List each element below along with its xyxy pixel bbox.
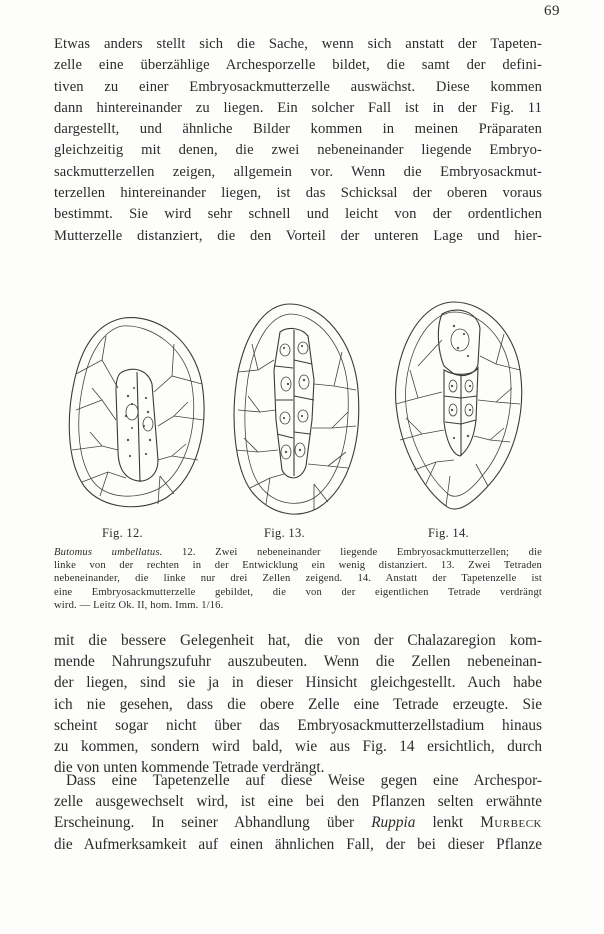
caption-line: wird. — Leitz Ok. II, hom. Imm. 1/16. bbox=[54, 599, 224, 611]
figure-13-drawing bbox=[222, 300, 372, 522]
text-line: tiven zu einer Embryosackmutterzelle auswächst. Diese kommen bbox=[54, 78, 542, 95]
text-line: dargestellt, und ähnliche Bilder kommen in meinen Präparaten bbox=[54, 121, 542, 138]
text-line: bestimmt. Sie wird sehr schnell und leicht von der ordentlichen bbox=[54, 206, 542, 223]
text-line: dann hintereinander zu liegen. Ein solcher Fall ist in der Fig. 11 bbox=[54, 99, 542, 116]
page-number: 69 bbox=[544, 3, 560, 19]
caption-line: linke von der rechten in der Entwicklung ein wenig distanziert. 13. Zwei Tetraden bbox=[54, 560, 542, 572]
genus-name: Ruppia bbox=[371, 814, 416, 832]
text-line-start: Erscheinung. In seiner Abhandlung über bbox=[54, 814, 372, 832]
caption-line: nebeneinander, die linke nur drei Zellen zeigend. 14. Anstatt der Tapetenzelle ist bbox=[54, 573, 542, 585]
text-line: scheint sogar nicht über das Embryosackmutterzellstadium hinaus bbox=[54, 716, 542, 734]
figure-12-label: Fig. 12. bbox=[102, 526, 143, 540]
text-line-mid: lenkt bbox=[415, 814, 481, 832]
text-line: zu kommen, sondern wird bald, wie aus Fig. 14 ersichtlich, durch bbox=[54, 738, 542, 756]
paragraph-top bbox=[54, 34, 542, 247]
text-line: sackmutterzellen zeigen, allgemein vor. Wenn die Embryosackmut- bbox=[54, 163, 542, 180]
text-line: Dass eine Tapetenzelle auf diese Weise gegen eine Archespor- bbox=[66, 772, 542, 789]
text-line: Mutterzelle distanziert, die den Vorteil der unteren Lage und hier- bbox=[54, 227, 542, 244]
text-line: Etwas anders stellt sich die Sache, wenn sich anstatt der Tapeten- bbox=[54, 36, 542, 52]
caption-line-1-rest: 12. Zwei nebeneinander liegende Embryosackmutterzellen; die bbox=[162, 547, 542, 558]
figure-12-drawing bbox=[62, 300, 212, 522]
figure-group bbox=[54, 300, 544, 522]
text-line: der liegen, sind sie ja in dieser Hinsicht gleichgestellt. Auch habe bbox=[54, 674, 542, 692]
text-line: die von unten kommende Tetrade verdrängt. bbox=[54, 759, 325, 777]
paragraph-middle bbox=[54, 630, 542, 778]
author-name: Murbeck bbox=[480, 814, 542, 832]
text-line: mende Nahrungszufuhr auszubeuten. Wenn die Zellen nebeneinan- bbox=[54, 653, 542, 671]
text-line: die Aufmerksamkeit auf einen ähnlichen Fall, der bei dieser Pflanze bbox=[54, 835, 542, 853]
text-line: zelle eine überzählige Archesporzelle bildet, die samt der defini- bbox=[54, 57, 542, 74]
caption-line: eine Embryosackmutterzelle gebildet, die von der eigentlichen Tetrade verdrängt bbox=[54, 586, 542, 598]
caption-line bbox=[54, 546, 542, 559]
text-line: zelle ausgewechselt wird, ist eine bei den Pflanzen selten erwähnte bbox=[54, 793, 542, 811]
figure-14-label: Fig. 14. bbox=[428, 526, 469, 540]
text-line: ich nie gesehen, dass die obere Zelle eine Tetrade erzeugte. Sie bbox=[54, 695, 542, 713]
figure-13-label: Fig. 13. bbox=[264, 526, 305, 540]
text-line: gleichzeitig mit denen, die zwei nebeneinander liegende Embryo- bbox=[54, 142, 542, 159]
text-line: mit die bessere Gelegenheit hat, die von der Chalazaregion kom- bbox=[54, 632, 542, 649]
caption-species: Butomus umbellatus. bbox=[54, 547, 163, 558]
figure-14-drawing bbox=[384, 300, 534, 522]
text-line bbox=[54, 812, 542, 833]
figure-caption bbox=[54, 546, 542, 612]
text-line: terzellen hintereinander liegen, ist das Schicksal der oberen voraus bbox=[54, 185, 542, 202]
paragraph-last bbox=[54, 770, 542, 855]
